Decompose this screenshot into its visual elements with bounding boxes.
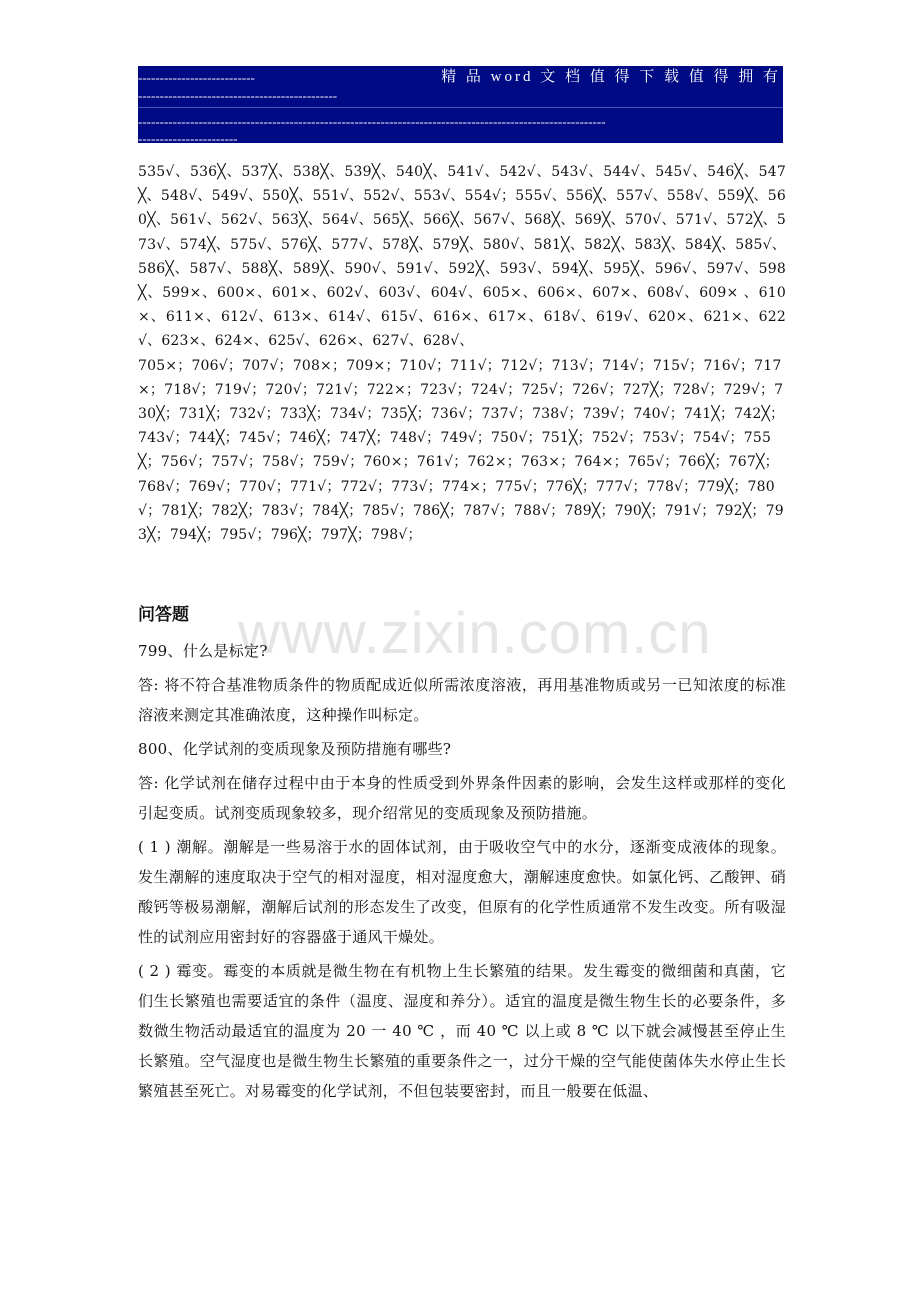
answer-key bbox=[138, 160, 786, 547]
section-title: 问答题 bbox=[138, 605, 189, 625]
answer-800: 答: 化学试剂在储存过程中由于本身的性质受到外界条件因素的影响，会发生这样或那样的变化引起变质。试剂变质现象较多，现介绍常见的变质现象及预防措施。 bbox=[138, 774, 786, 822]
banner-dash-line-1: ---------------------------------------------- bbox=[138, 88, 338, 103]
banner-divider bbox=[138, 107, 783, 108]
qa-section bbox=[138, 636, 786, 1110]
watermark: www.zixin.com.cn bbox=[238, 601, 712, 666]
banner-title: 精 品 word 文 档 值 得 下 载 值 得 拥 有 bbox=[441, 68, 781, 85]
answer-799: 答: 将不符合基准物质条件的物质配成近似所需浓度溶液，再用基准物质或另一已知浓度的标准溶液来测定其准确浓度，这种操作叫标定。 bbox=[138, 676, 786, 724]
header-banner bbox=[138, 66, 783, 143]
banner-dash-line-3: ----------------------- bbox=[138, 131, 238, 143]
banner-title-row bbox=[138, 66, 783, 87]
banner-dash-line-2: ------------------------------------------------------------------------------------------------------------ bbox=[138, 114, 606, 129]
banner-dashes: --------------------------- bbox=[138, 69, 255, 85]
answer-block-535-628: 535√、536╳、537╳、538╳、539╳、540╳、541√、542√、543√、544√、545√、546╳、547╳、548√、549√、550╳、551√、552√、553√、554√；555√、556╳、557√、558√、559╳、560╳、561√、562√、563╳、564√、565╳、566╳、567√、568╳、569╳、570√、571√、572╳、573√、574╳、575√、576╳、577√、578╳、579╳、580√、581╳、582╳、583╳、584╳、585√、586╳、587√、588╳、589╳、590√、591√、592╳、593√、594╳、595╳、596√、597√、598╳、599×、600×、601×、602√、603√、604√、605×、606×、607×、608√、609× 、610×、611×、612√、613×、614√、615√、616×、617×、618√、619√、620×、621×、622√、623×、624×、625√、626×、627√、628√、 bbox=[138, 164, 786, 350]
paragraph-mildew: ( 2 ) 霉变。霉变的本质就是微生物在有机物上生长繁殖的结果。发生霉变的微细菌和真菌，它们生长繁殖也需要适宜的条件（温度、湿度和养分）。适宜的温度是微生物生长的必要条件，多数微生物活动最适宜的温度为 20 一 40 ℃ ，而 40 ℃ 以上或 8 ℃ 以下就会减慢甚至停止生长繁殖。空气湿度也是微生物生长繁殖的重要条件之一，过分干燥的空气能使菌体失水停止生长繁殖甚至死亡。对易霉变的化学试剂，不但包装要密封，而且一般要在低温、 bbox=[138, 962, 786, 1100]
paragraph-deliquescence: ( 1 ) 潮解。潮解是一些易溶于水的固体试剂，由于吸收空气中的水分，逐渐变成液体的现象。发生潮解的速度取决于空气的相对湿度，相对湿度愈大，潮解速度愈快。如氯化钙、乙酸钾、硝酸钙等极易潮解，潮解后试剂的形态发生了改变，但原有的化学性质通常不发生改变。所有吸湿性的试剂应用密封好的容器盛于通风干燥处。 bbox=[138, 838, 786, 946]
question-799: 799、什么是标定? bbox=[138, 642, 268, 660]
question-800: 800、化学试剂的变质现象及预防措施有哪些? bbox=[138, 740, 452, 758]
answer-block-705-798: 705×；706√；707√；708×；709×；710√；711√；712√；713√；714√；715√；716√；717×；718√；719√；720√；721√；722×；723√；724√；725√；726√；727╳；728√；729√；730╳；731╳；732√；733╳；734√；735╳；736√；737√；738√；739√；740√；741╳；742╳；743√；744╳；745√；746╳；747╳；748√；749√；750√；751╳；752√；753√；754√；755╳；756√；757√；758√；759√；760×；761√；762×；763×；764×；765√；766╳；767╳；768√；769√；770√；771√；772√；773√；774×；775√；776╳；777√；778√；779╳；780√；781╳；782╳；783√；784╳；785√；786╳；787√；788√；789╳；790╳；791√；792╳；793╳；794╳；795√；796╳；797╳；798√； bbox=[138, 357, 785, 544]
